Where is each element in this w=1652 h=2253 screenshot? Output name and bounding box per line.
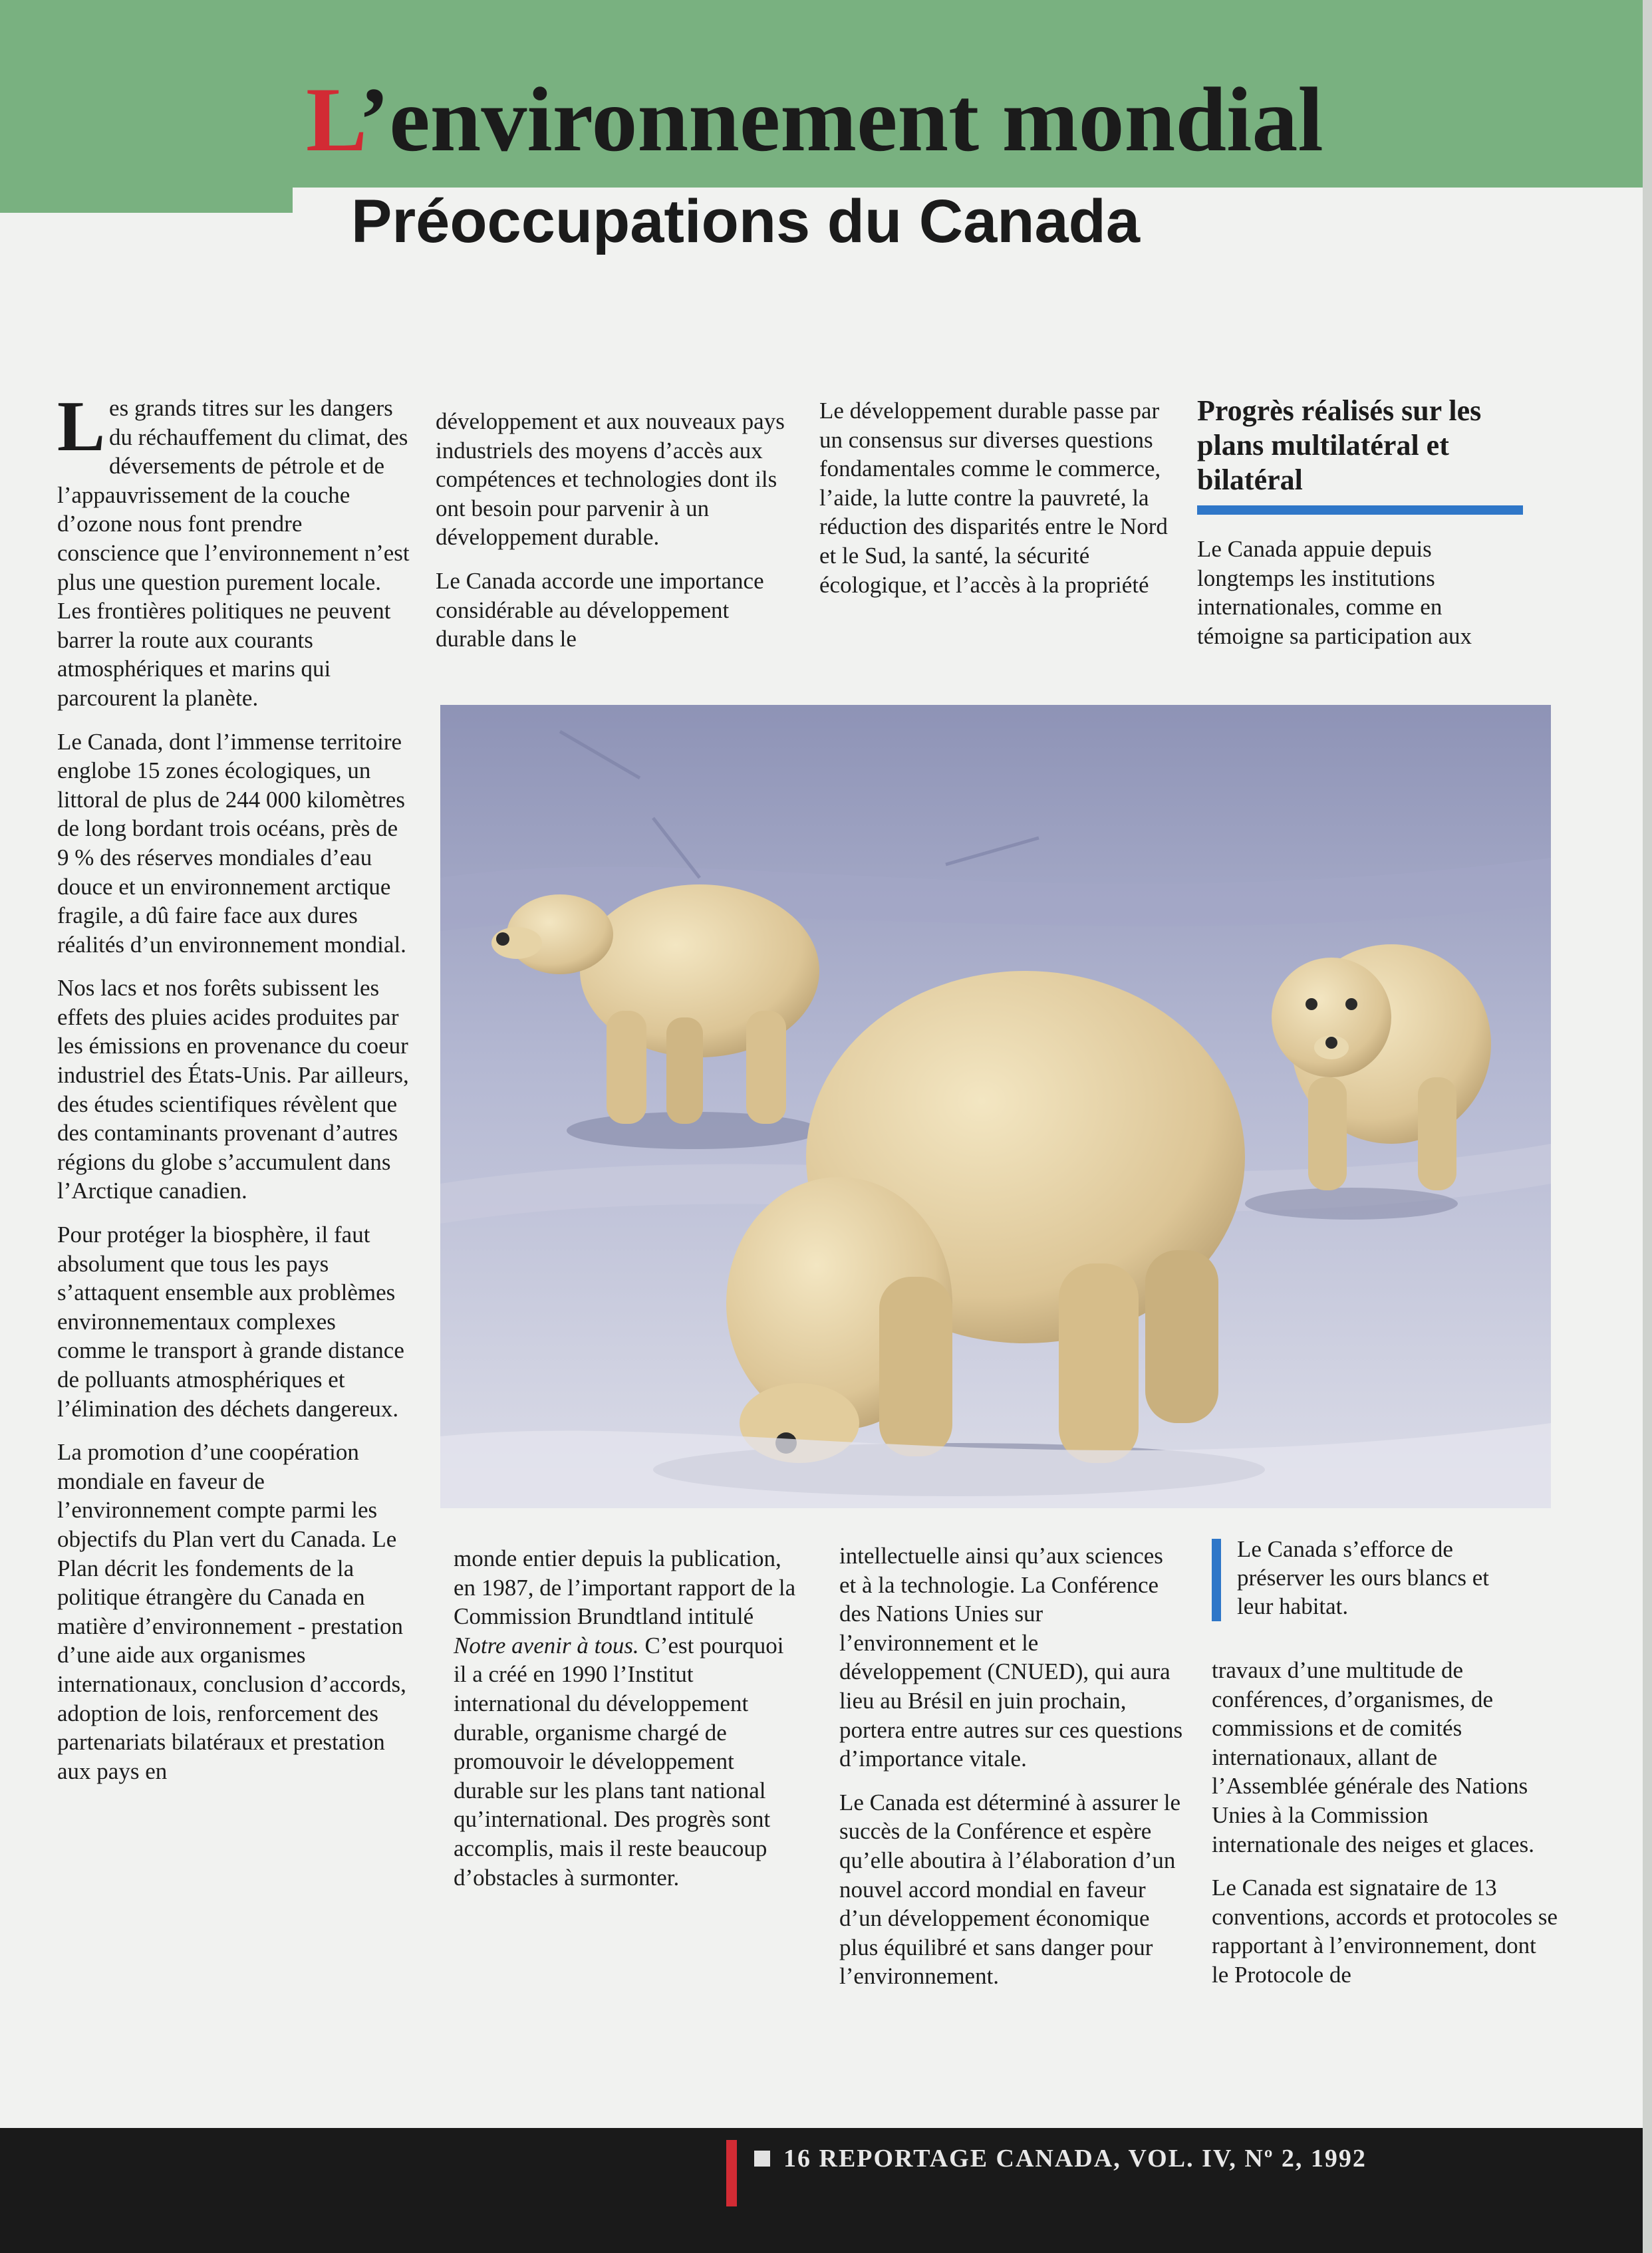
column-1 xyxy=(57,387,410,1800)
paragraph: Le Canada est déterminé à assurer le succès de la Conférence et espère qu’elle aboutira à l’élaboration d’un nouvel accord mondial en faveur d’un développement économique plus équilibré et sans danger pour l’environnement. xyxy=(839,1789,1181,1990)
column-3-bottom xyxy=(839,1541,1185,2006)
caption-rule xyxy=(1212,1539,1221,1621)
report-title: Notre avenir à tous. xyxy=(454,1632,639,1658)
page-edge xyxy=(1643,0,1652,2253)
column-2-top xyxy=(436,407,795,668)
caption-text: Le Canada s’efforce de préserver les ours blancs et leur habitat. xyxy=(1237,1536,1490,1619)
column-2-bottom xyxy=(454,1544,799,1907)
paragraph: Le Canada est signataire de 13 conventions, accords et protocoles se rapportant à l’environnement, dont le Protocole de xyxy=(1212,1875,1558,1988)
footer-folio: 16 REPORTAGE CANADA, VOL. IV, Nº 2, 1992 xyxy=(783,2145,1367,2173)
title-initial: L xyxy=(306,68,359,170)
paragraph: La promotion d’une coopération mondiale en faveur de l’environnement compte parmi les objectifs du Plan vert du Canada. Le Plan décrit les fondements de la politique étrangère du Canada en matière d’environnement - prestation d’une aide aux organismes internationaux, conclusion d’accords, adoption de lois, renforcement des partenariats bilatéraux et prestation aux pays en xyxy=(57,1439,406,1784)
heading-rule xyxy=(1197,505,1523,515)
paragraph: Nos lacs et nos forêts subissent les effets des pluies acides produites par les émissions en provenance du coeur industriel des États-Unis. Par ailleurs, des études scientifiques révèlent que des contaminants provenant d’autres régions du globe s’accumulent dans l’Arctique canadien. xyxy=(57,975,409,1204)
column-4-bottom xyxy=(1212,1656,1558,2004)
polar-bears-illustration xyxy=(440,705,1551,1508)
title-rest: ’environnement mondial xyxy=(358,68,1323,170)
paragraph: Le développement durable passe par un consensus sur diverses questions fondamentales comme le commerce, l’aide, la lutte contre la pauvreté, la réduction des disparités entre le Nord et le Sud, la santé, la sécurité écologique, et l’accès à la propriété xyxy=(819,398,1168,598)
photo-caption xyxy=(1212,1535,1518,1621)
footer-red-bar xyxy=(726,2140,737,2206)
paragraph: Les grands titres sur les dangers du réchauffement du climat, des déversements de pétrole et de l’appauvrissement de la couche d’ozone nous font prendre conscience que l’environnement n’est plus une question purement locale. Les frontières politiques ne peuvent barrer la route aux courants atmosphériques et marins qui parcourent la planète. xyxy=(57,387,410,711)
paragraph: Le Canada, dont l’immense territoire englobe 15 zones écologiques, un littoral de plus de 244 000 kilomètres de long bordant trois océans, près de 9 % des réserves mondiales d’eau douce et un environnement arctique fragile, a dû faire face aux dures réalités d’un environnement mondial. xyxy=(57,728,406,958)
footer-square-bullet xyxy=(754,2151,770,2167)
polar-bears-photo xyxy=(440,705,1551,1508)
section-heading: Progrès réalisés sur les plans multilatéral et bilatéral xyxy=(1197,394,1482,496)
column-4-top xyxy=(1197,394,1530,665)
header-band-notch xyxy=(0,188,293,213)
paragraph: intellectuelle ainsi qu’aux sciences et à la technologie. La Conférence des Nations Unies sur l’environnement et le développement (CNUED), qui aura lieu au Brésil en juin prochain, portera entre autres sur ces questions d’importance vitale. xyxy=(839,1543,1183,1772)
paragraph: travaux d’une multitude de conférences, d’organismes, de commissions et de comités internationaux, allant de l’Assemblée générale des Nations Unies à la Commission internationale des neiges et glaces. xyxy=(1212,1657,1534,1857)
page-subtitle: Préoccupations du Canada xyxy=(351,188,1141,255)
paragraph: développement et aux nouveaux pays industriels des moyens d’accès aux compétences et technologies dont ils ont besoin pour parvenir à un développement durable. xyxy=(436,408,785,551)
page-title xyxy=(306,66,1323,173)
column-3-top xyxy=(819,396,1172,614)
paragraph: Pour protéger la biosphère, il faut absolument que tous les pays s’attaquent ensemble aux problèmes environnementaux complexes comme le transport à grande distance de polluants atmosphériques et l’élimination des déchets dangereux. xyxy=(57,1222,404,1422)
paragraph: monde entier depuis la publication, en 1987, de l’important rapport de la Commission Brundtland intitulé Notre avenir à tous. C’est pourquoi il a créé en 1990 l’Institut international du développement durable, organisme chargé de promouvoir le développement durable sur les plans tant national qu’international. Des progrès sont accomplis, mais il reste beaucoup d’obstacles à surmonter. xyxy=(454,1545,796,1891)
paragraph: Le Canada accorde une importance considérable au développement durable dans le xyxy=(436,567,764,652)
paragraph: Le Canada appuie depuis longtemps les institutions internationales, comme en témoigne sa participation aux xyxy=(1197,536,1472,649)
drop-cap: L xyxy=(57,387,106,466)
